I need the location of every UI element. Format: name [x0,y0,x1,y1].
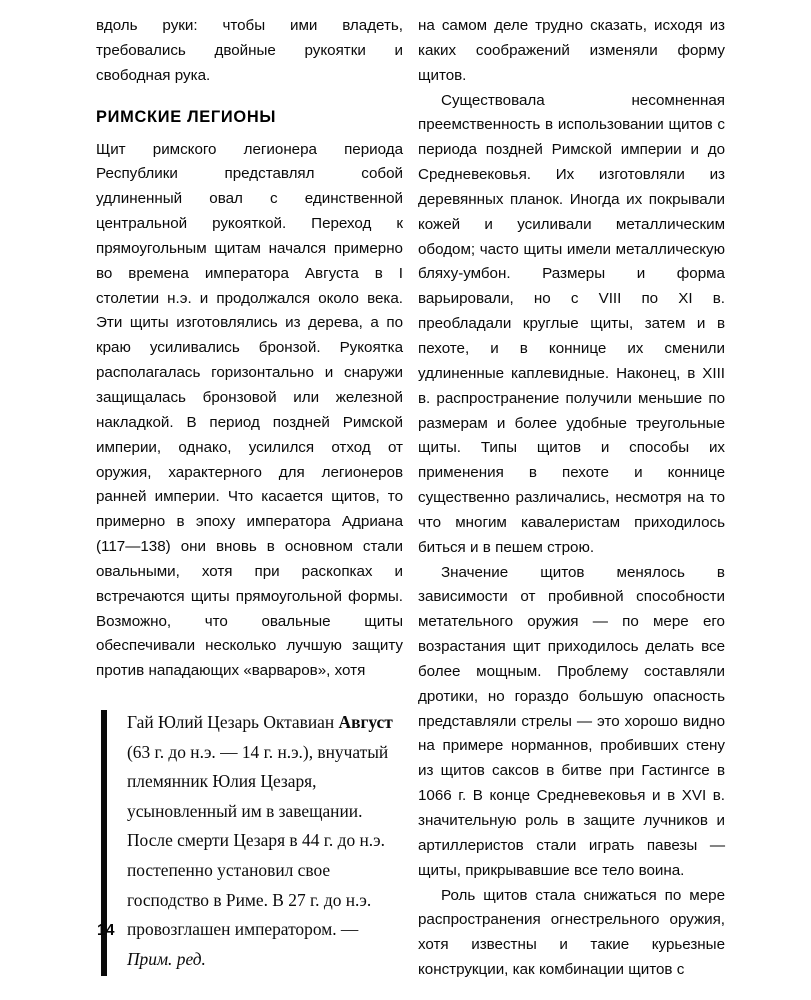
right-continued-paragraph: на самом деле трудно сказать, исходя из каких соображений изменяли форму щитов. [418,17,725,84]
editorial-side-note [96,708,403,976]
note-attribution: Прим. ред. [127,948,206,969]
page-number: 14 [97,922,115,939]
right-column [418,14,725,979]
right-paragraph-3: Роль щитов стала снижаться по мере распространения огнестрельного оружия, хотя известны и такие курьезные конструкции, как комбинации щитов с [418,886,725,979]
left-paragraph-1: Щит римского легионера периода Республики представлял собой удлиненный овал с единственной центральной рукояткой. Переход к прямоугольным щитам начался примерно во времена императора Августа в I столетии н.э. и продолжался около века. Эти щиты изготовлялись из дерева, а по краю усиливались бронзой. Рукоятка располагалась горизонтально и снаружи защищалась бронзовой или железной накладкой. В период поздней Римской империи, однако, усилился отход от оружия, характерного для легионеров ранней империи. Что касается щитов, то примерно в эпоху императора Адриана (117—138) они вновь в основном стали овальными, хотя при раскопках и встречаются щиты прямоугольной формы. Возможно, что овальные щиты обеспечивали несколько лучшую защиту против нападающих «варваров», хотя [96,140,403,680]
section-heading-roman-legions: РИМСКИЕ ЛЕГИОНЫ [96,107,277,126]
heading-spacer-below [96,127,403,138]
note-lead-text: Гай Юлий Цезарь Октавиан [127,712,339,733]
two-column-text-body [96,14,725,979]
note-bold-term: Август [338,712,393,733]
heading-spacer-above [96,89,403,107]
note-text [127,708,403,974]
note-body-text: (63 г. до н.э. — 14 г. н.э.), внучатый племянник Юлия Цезаря, усыновленный им в завещании. После смерти Цезаря в 44 г. до н.э. постепенно установил свое господство в Риме. В 27 г. до н.э. провозглашен императором. — [127,741,389,940]
right-paragraph-1: Существовала несомненная преемственность в использовании щитов с периода поздней Римской империи и до Средневековья. Их изготовляли из деревянных планок. Иногда их покрывали кожей и усиливали металлическим ободом; часто щиты имели металлическую бляху-умбон. Размеры и форма варьировали, но с VIII по XI в. преобладали круглые щиты, затем и в пехоте, и в коннице их сменили удлиненные каплевидные. Наконец, в XIII в. распространение получили меньшие по размерам и более удобные треугольные щиты. Типы щитов и способы их применения в пехоте и коннице существенно различались, несмотря на то что многим кавалеристам приходилось биться и в пешем строю. [418,91,725,556]
right-paragraph-2: Значение щитов менялось в зависимости от пробивной способности метательного оружия — по мере его возрастания щит приходилось делать все более мощным. Проблему составляли дротики, но гораздо большую опасность представляли стрелы — это хорошо видно на примере норманнов, пробивших стену из щитов саксов в битве при Гастингсе в 1066 г. В конце Средневековья и в XVI в. значительную роль в защите лучников и артиллеристов стали играть павезы — щиты, прикрывавшие все тело воина. [418,563,725,879]
left-column [96,14,403,969]
left-continued-paragraph: вдоль руки: чтобы ими владеть, требовались двойные рукоятки и свободная рука. [96,17,403,84]
